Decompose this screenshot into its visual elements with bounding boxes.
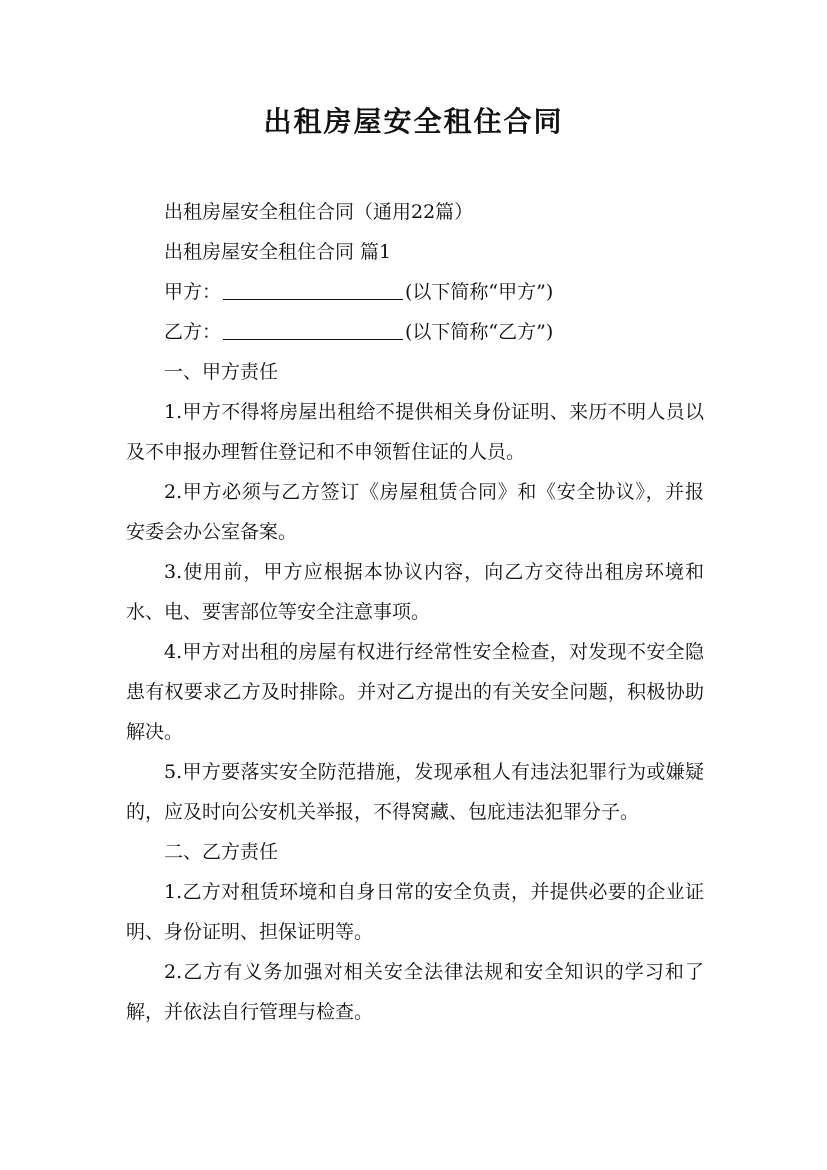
party-a-blank [223,279,403,300]
party-a-label: 甲方： [164,281,222,303]
party-a-suffix: (以下简称“甲方”) [405,281,554,303]
party-a-item-4: 4.甲方对出租的房屋有权进行经常性安全检查，对发现不安全隐患有权要求乙方及时排除。并对乙方提出的有关安全问题，积极协助解决。 [126,641,704,743]
party-a-item-2: 2.甲方必须与乙方签订《房屋租赁合同》和《安全协议》，并报安委会办公室备案。 [126,481,704,543]
party-a-item-3: 3.使用前，甲方应根据本协议内容，向乙方交待出租房环境和水、电、要害部位等安全注意事项。 [126,561,704,623]
party-b-item-2: 2.乙方有义务加强对相关安全法律法规和安全知识的学习和了解，并依法自行管理与检查。 [126,961,704,1023]
party-b-label: 乙方： [164,321,222,343]
document-body [126,192,704,1032]
party-b-blank [223,319,403,340]
heading-party-a-duties: 一、甲方责任 [164,361,279,383]
section-line: 出租房屋安全租住合同 篇1 [164,241,392,263]
party-a-line [126,272,704,312]
document-title: 出租房屋安全租住合同 [263,105,564,138]
party-a-item-5: 5.甲方要落实安全防范措施，发现承租人有违法犯罪行为或嫌疑的，应及时向公安机关举报，不得窝藏、包庇违法犯罪分子。 [126,761,704,823]
party-b-suffix: (以下简称“乙方”) [405,321,554,343]
party-b-line [126,312,704,352]
subtitle-line: 出租房屋安全租住合同（通用22篇） [164,201,474,223]
heading-party-b-duties: 二、乙方责任 [164,841,279,863]
party-a-item-1: 1.甲方不得将房屋出租给不提供相关身份证明、来历不明人员以及不申报办理暂住登记和不申领暂住证的人员。 [126,401,704,463]
party-b-item-1: 1.乙方对租赁环境和自身日常的安全负责，并提供必要的企业证明、身份证明、担保证明等。 [126,881,704,943]
